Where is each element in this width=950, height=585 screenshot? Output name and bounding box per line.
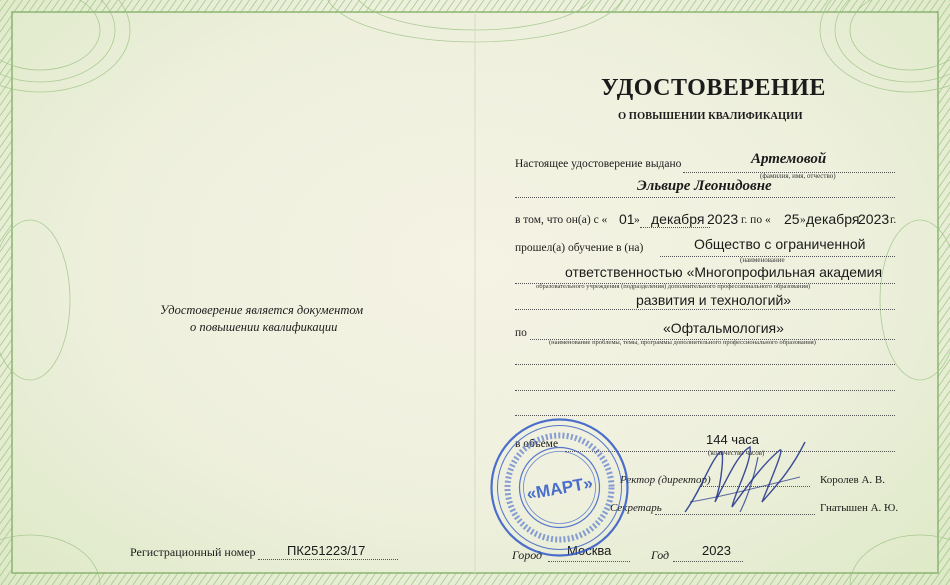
naimen-hint: (наименование xyxy=(740,256,785,264)
stamp-center-text: «МАРТ» xyxy=(525,473,595,504)
year-label: Год xyxy=(651,548,670,562)
surname: Артемовой xyxy=(751,151,827,167)
org-line-2: ответственностью «Многопрофильная академия xyxy=(565,264,883,280)
start-day-close: » xyxy=(634,214,640,226)
org-line-1: Общество с ограниченной xyxy=(694,236,866,252)
secretary-name: Гнатышен А. Ю. xyxy=(820,502,899,514)
reg-number-label: Регистрационный номер xyxy=(130,545,256,559)
fio-hint: (фамилия, имя, отчество) xyxy=(760,172,836,180)
end-year: 2023 xyxy=(858,211,890,227)
statement-line-1: Удостоверение является документом xyxy=(160,303,364,317)
secretary-label: Секретарь xyxy=(610,502,662,514)
po-label: по xyxy=(515,327,527,339)
reg-number-value: ПК251223/17 xyxy=(287,543,366,558)
city-label: Город xyxy=(512,548,543,562)
year-value: 2023 xyxy=(702,543,731,558)
org-hint: образовательного учреждения (подразделения) дополнительного профессионального образования) xyxy=(536,283,811,290)
program-name: «Офтальмология» xyxy=(663,320,784,336)
trained-label: прошел(а) обучение в (на) xyxy=(515,242,644,254)
start-month: декабря xyxy=(651,211,705,227)
g-label: г. xyxy=(890,214,897,226)
dates-label: в том, что он(а) с « xyxy=(515,214,608,226)
end-day-close: » xyxy=(800,214,806,226)
org-line-3: развития и технологий» xyxy=(636,292,792,308)
full-name: Эльвире Леонидовне xyxy=(637,178,772,194)
end-month: декабря xyxy=(806,211,860,227)
issued-to-label: Настоящее удостоверение выдано xyxy=(515,158,682,170)
certificate-subtitle: О ПОВЫШЕНИИ КВАЛИФИКАЦИИ xyxy=(618,111,803,122)
city-value: Москва xyxy=(567,543,612,558)
certificate-title: УДОСТОВЕРЕНИЕ xyxy=(601,75,826,101)
g-po-label: г. по « xyxy=(741,214,771,226)
volume-label: в объеме xyxy=(515,438,559,450)
start-day: 01 xyxy=(619,211,635,227)
start-year: 2023 xyxy=(707,211,739,227)
hours-hint: (количество часов) xyxy=(708,449,765,457)
round-stamp xyxy=(487,415,632,560)
statement-line-2: о повышении квалификации xyxy=(190,320,338,334)
hours-value: 144 часа xyxy=(706,432,760,447)
end-day: 25 xyxy=(784,211,800,227)
rector-name: Королев А. В. xyxy=(820,474,885,486)
rector-label: Ректор (директор) xyxy=(620,474,711,486)
program-hint: (наименование проблемы, темы, программы дополнительного профессионального образования) xyxy=(549,339,816,346)
signature-rector xyxy=(680,432,820,522)
